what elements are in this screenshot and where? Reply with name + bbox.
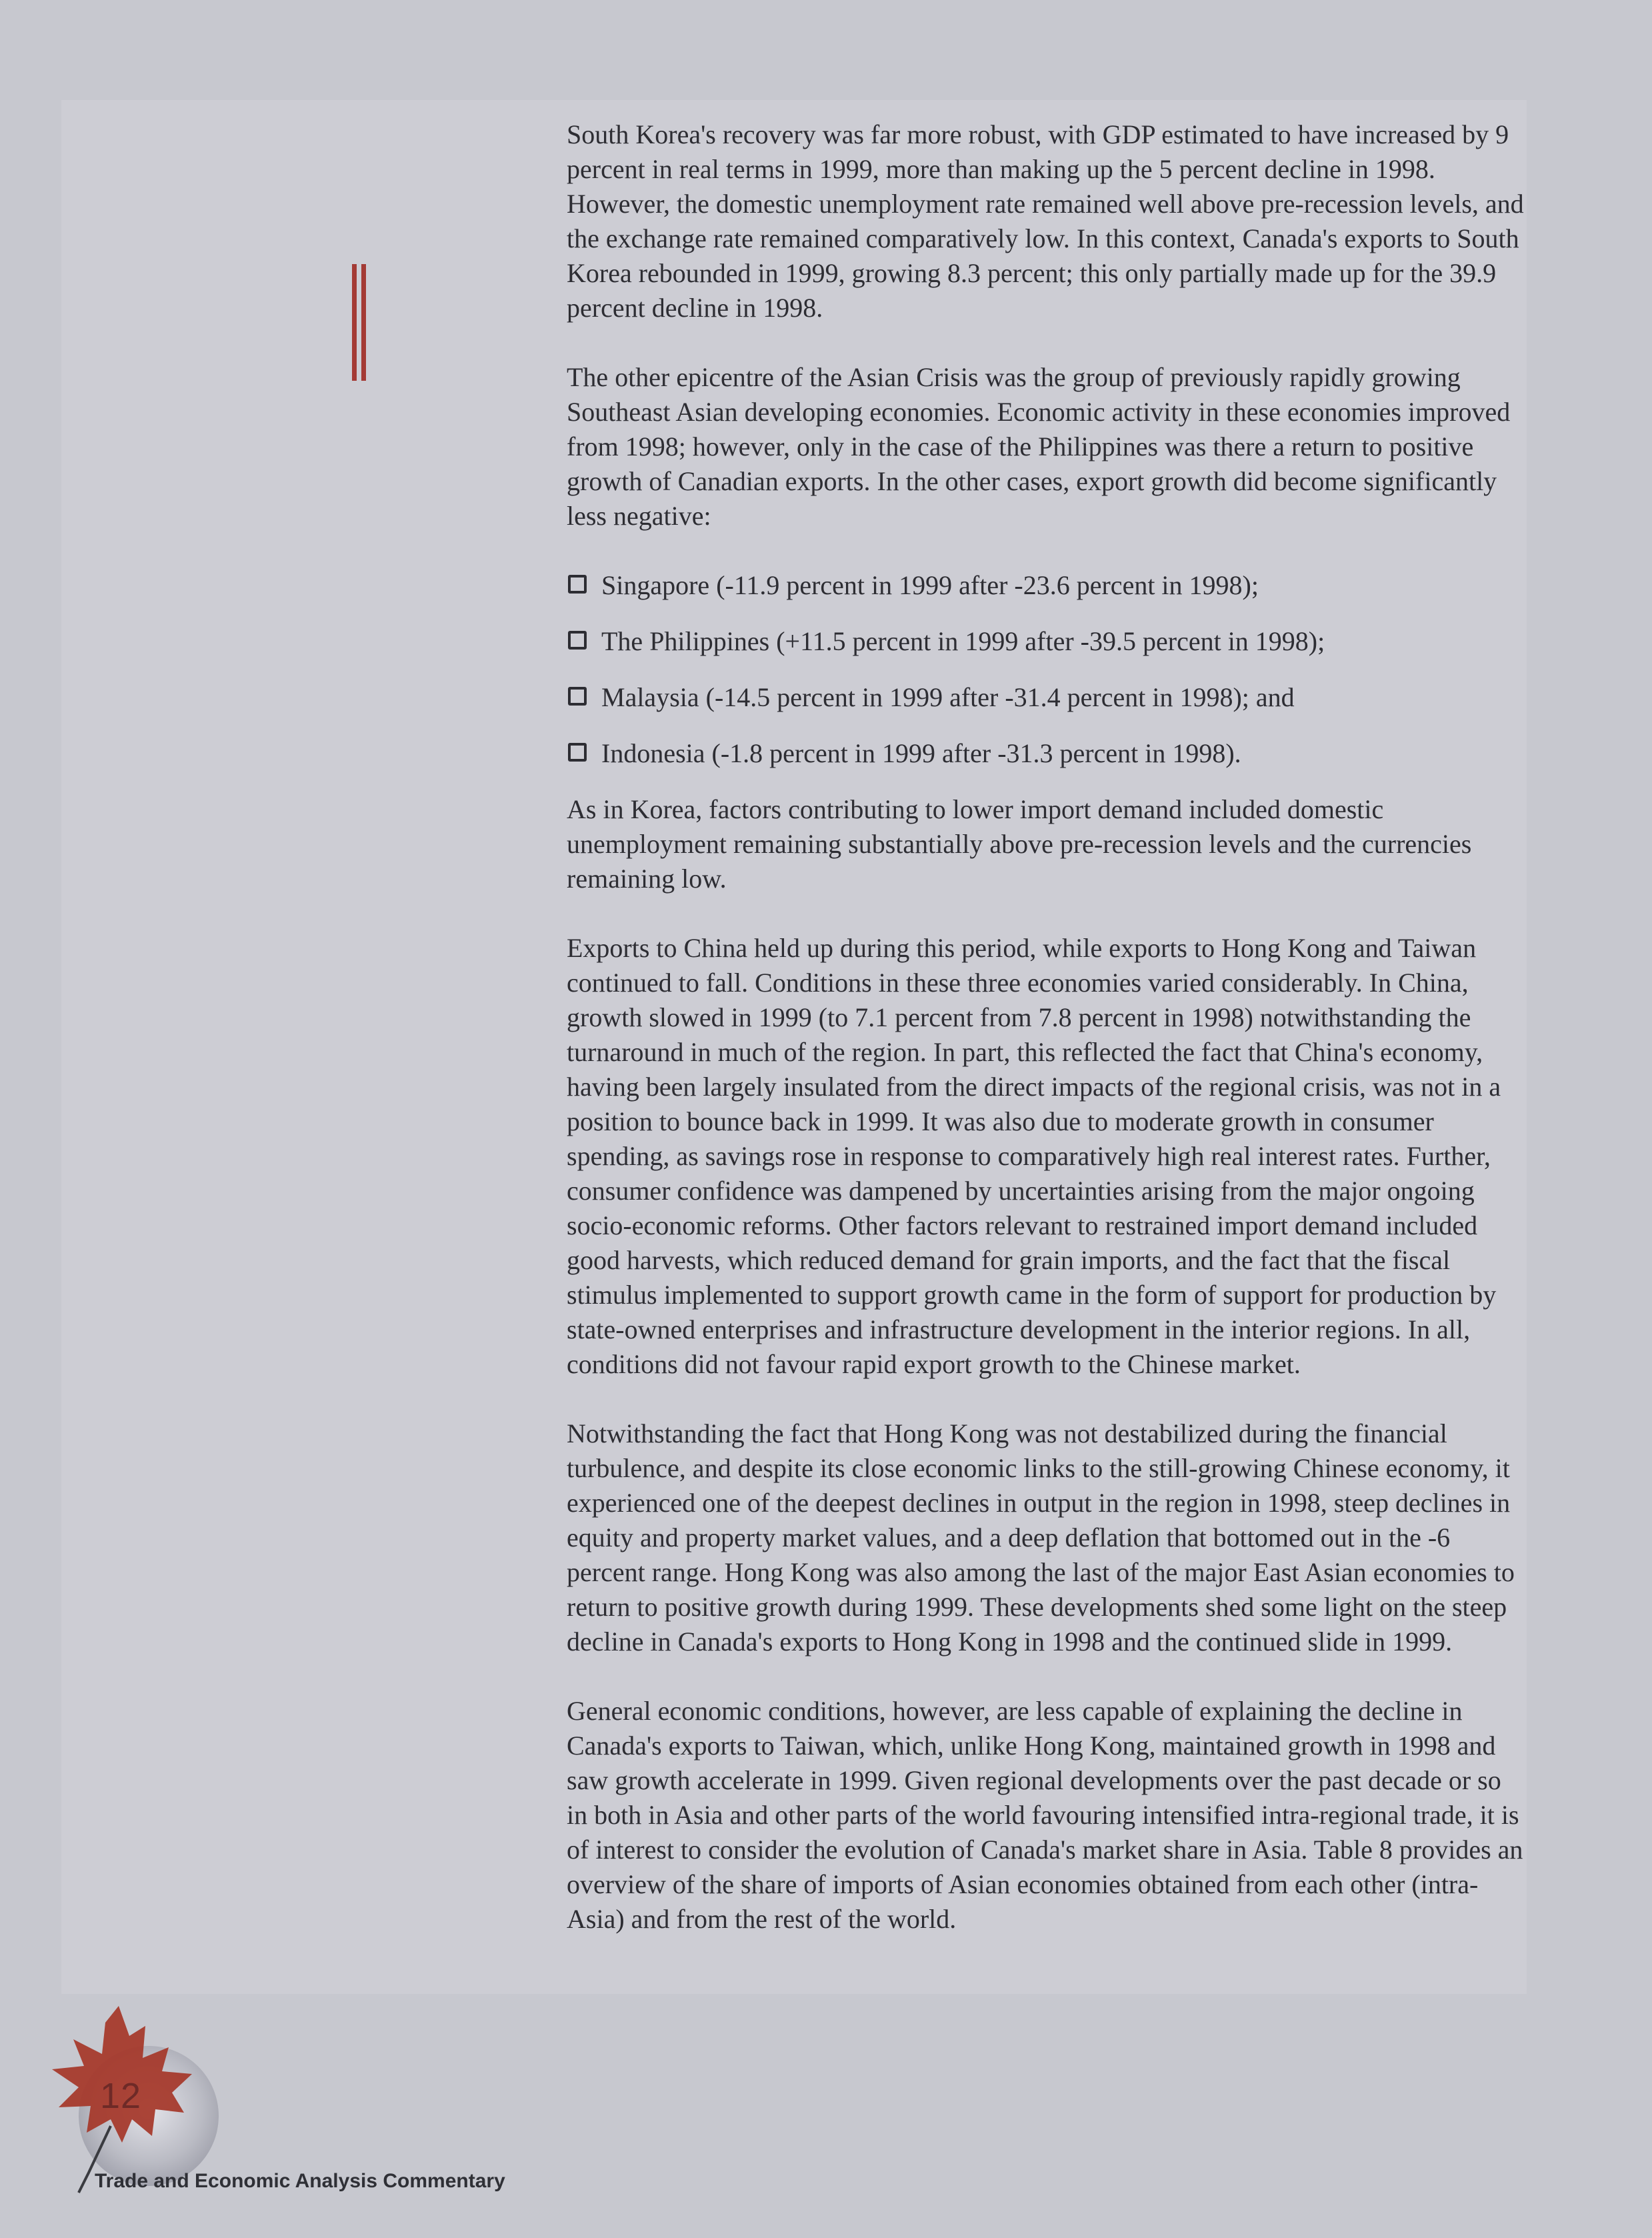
accent-bar-right [361,264,366,381]
checkbox-icon [568,743,587,762]
bullet-list [567,568,1527,771]
list-item [567,736,1527,771]
list-item-text: Malaysia (-14.5 percent in 1999 after -31.4 percent in 1998); and [601,682,1295,712]
accent-bar-left [352,264,357,381]
checkbox-icon [568,687,587,706]
list-item-text: The Philippines (+11.5 percent in 1999 after -39.5 percent in 1998); [601,626,1325,656]
list-item [567,568,1527,603]
list-item-text: Singapore (-11.9 percent in 1999 after -23.6 percent in 1998); [601,570,1259,600]
paragraph-hong-kong: Notwithstanding the fact that Hong Kong was not destabilized during the financial turbulence, and despite its close economic links to the still-growing Chinese economy, it experienced one of the deepest declines in output in the region in 1998, steep declines in equity and property market values, and a deep deflation that bottomed out in the -6 percent range. Hong Kong was also among the last of the major East Asian economies to return to positive growth during 1999. These developments shed some light on the steep decline in Canada's exports to Hong Kong in 1998 and the continued slide in 1999. [567,1418,1515,1656]
list-item [567,624,1527,659]
checkbox-icon [568,631,587,650]
accent-bars [352,264,367,381]
footer-title: Trade and Economic Analysis Commentary [95,2170,505,2192]
paragraph-southeast-asia: The other epicentre of the Asian Crisis was the group of previously rapidly growing Southeast Asian developing economies. Economic activity in these economies improved from 1998; however, only in the case of the Philippines was there a return to positive growth of Canadian exports. In the other cases, export growth did become significantly less negative: [567,362,1511,531]
list-item-text: Indonesia (-1.8 percent in 1999 after -31.3 percent in 1998). [601,738,1241,768]
paragraph-korea-factors: As in Korea, factors contributing to lower import demand included domestic unemployment remaining substantially above pre-recession levels and the currencies remaining low. [567,794,1472,894]
paragraph-south-korea: South Korea's recovery was far more robust, with GDP estimated to have increased by 9 percent in real terms in 1999, more than making up the 5 percent decline in 1998. However, the domestic unemployment rate remained well above pre-recession levels, and the exchange rate remained comparatively low. In this context, Canada's exports to South Korea rebounded in 1999, growing 8.3 percent; this only partially made up for the 39.9 percent decline in 1998. [567,119,1524,323]
article-body [567,117,1527,1937]
page-number: 12 [100,2076,142,2116]
paragraph-taiwan: General economic conditions, however, are less capable of explaining the decline in Canada's exports to Taiwan, which, unlike Hong Kong, maintained growth in 1998 and saw growth accelerate in 1999. Given regional developments over the past decade or so in both in Asia and other parts of the world favouring intensified intra-regional trade, it is of interest to consider the evolution of Canada's market share in Asia. Table 8 provides an overview of the share of imports of Asian economies obtained from each other (intra-Asia) and from the rest of the world. [567,1696,1523,1934]
paragraph-china: Exports to China held up during this period, while exports to Hong Kong and Taiwan continued to fall. Conditions in these three economies varied considerably. In China, growth slowed in 1999 (to 7.1 percent from 7.8 percent in 1998) notwithstanding the turnaround in much of the region. In part, this reflected the fact that China's economy, having been largely insulated from the direct impacts of the regional crisis, was not in a position to bounce back in 1999. It was also due to moderate growth in consumer spending, as savings rose in response to comparatively high real interest rates. Further, consumer confidence was dampened by uncertainties arising from the major ongoing socio-economic reforms. Other factors relevant to restrained import demand included good harvests, which reduced demand for grain imports, and the fact that the fiscal stimulus implemented to support growth came in the form of support for production by state-owned enterprises and infrastructure development in the interior regions. In all, conditions did not favour rapid export growth to the Chinese market. [567,933,1501,1379]
checkbox-icon [568,575,587,594]
list-item [567,680,1527,715]
